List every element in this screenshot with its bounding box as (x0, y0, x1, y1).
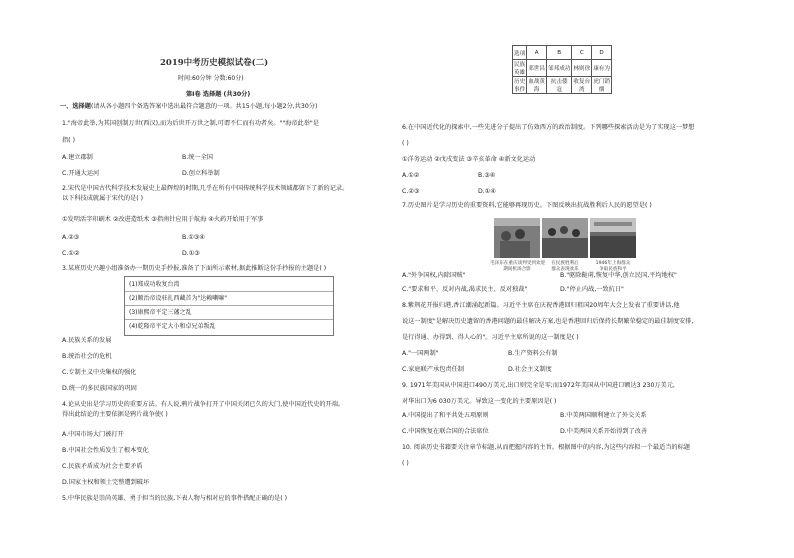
table-cell (513, 77, 527, 94)
q7-option-a[interactable]: A."外争国权,内除国贼" (402, 272, 466, 279)
question-10-stem: 10. 阅读历史书籍要关注章节标题,从而把握内容的主旨。根据图中的内容,为这些内容拟一个最适当的标题 (402, 444, 690, 451)
question-10-stem-cont: ( ) (402, 460, 409, 467)
table-cell: 康有为 (592, 60, 612, 77)
q1-option-d[interactable]: D.创立科举制 (182, 170, 220, 177)
q4-option-a[interactable]: A.中国市场大门被打开 (62, 431, 124, 438)
q6-items: ①洋务运动 ②戊戌变法 ③辛亥革命 ④新文化运动 (402, 156, 536, 163)
table-cell: C (572, 46, 592, 60)
part-instruction: (请从各小题四个备选答案中选出最符合题意的一项。共15小题,每小题2分,共30分) (90, 103, 318, 110)
question-2-stem-cont: 以下科技成就属于宋代的是( ) (62, 195, 144, 202)
q3-material-3: (3)康熙帝平定三藩之乱 (129, 309, 192, 316)
table-row (513, 46, 612, 60)
question-6-stem: 6.在中国近代化的探索中,一些先进分子提出了仿效西方的政治制度。下列哪些探索活动是为了实现这一梦想 (402, 124, 695, 131)
q1-option-b[interactable]: B.统一全国 (182, 154, 213, 161)
cell-line: 虎门销 (593, 79, 610, 85)
table-row (513, 77, 612, 94)
question-8-stem-end: 是行得通、办得到、得人心的"。习近平主席所说的这一制度是( ) (402, 334, 579, 341)
q6-option-b[interactable]: B.③④ (478, 172, 496, 179)
q7-option-d[interactable]: D."停止内战,一致抗日" (560, 286, 624, 293)
table-cell: 邓世昌 (527, 60, 547, 77)
question-1 (62, 120, 319, 145)
q1-option-a[interactable]: A.建立郡制 (62, 154, 93, 161)
question-5-stem: 5.中华民族是崇尚英雄、勇于担当的民族,下表人物与相对应的事件搭配正确的是( ) (62, 495, 288, 502)
q5-options-table (512, 45, 612, 94)
table-cell (527, 77, 547, 94)
q6-option-c[interactable]: C.②③ (402, 188, 420, 195)
table-cell: D (592, 46, 612, 60)
history-photo-2 (542, 218, 588, 258)
q4-option-b[interactable]: B.中国社会性质发生了根本变化 (62, 447, 149, 454)
question-9-stem-cont: 对华出口为6 030万美元。导致这一变化的主要原因是( ) (402, 398, 557, 405)
q4-option-c[interactable]: C.民族矛盾成为社会主要矛盾 (62, 463, 143, 470)
cell-line: 血战黄 (528, 79, 545, 85)
cell-line: 英雄 (514, 70, 526, 76)
cell-line: 抗击倭 (550, 79, 568, 85)
table-cell: A (527, 46, 547, 60)
question-4-stem: 4.论从史出是学习历史的重要方法。有人说,鸦片战争打开了中国关闭已久的大门,使中国近代史的开端。 (62, 401, 345, 408)
caption-line: 争取民族和平 (599, 267, 627, 272)
table-cell (592, 77, 612, 94)
section-heading: 第Ⅰ卷 选择题 (共30分) (186, 91, 251, 98)
q2-option-b[interactable]: B.①③④ (182, 234, 205, 241)
caption-line: 期间机场合影 (503, 267, 531, 272)
cell-line: 民族 (514, 62, 526, 68)
question-10 (402, 444, 690, 468)
exam-meta: 时间:60分钟 分数:60分) (178, 75, 244, 82)
question-8-stem-cont: 说这一制度"是解决历史遗留的香港问题的最佳解决方案,也是香港回归后保持长期繁荣稳定的最佳制度安排, (402, 318, 694, 325)
q2-items: ①发明活字印刷术 ②改进造纸术 ③指南针应用于航海 ④火药开始用于军事 (62, 216, 264, 223)
q9-option-c[interactable]: C.中国恢复在联合国的合法席位 (402, 428, 489, 435)
q8-option-c[interactable]: C.家庭联产承包责任制 (402, 366, 464, 373)
q1-option-c[interactable]: C.开通大运河 (62, 170, 100, 177)
table-cell (572, 77, 592, 94)
q8-option-a[interactable]: A."一国两制" (402, 350, 439, 357)
cell-line: 收复台 (573, 79, 591, 85)
q9-option-b[interactable]: B.中美两国顺利建立了外交关系 (560, 412, 647, 419)
caption-line: 毛泽东在重庆谈判受到欢迎 (490, 261, 546, 266)
q4-option-d[interactable]: D.国家主权和领土完整遭到破坏 (62, 479, 150, 486)
q3-material-2: (2)顺治帝设驻扎西藏首为"达赖喇嘛" (129, 295, 228, 302)
history-photo-3 (590, 218, 636, 258)
q3-option-d[interactable]: D.统一的多民族国家的巩固 (62, 385, 137, 392)
cell-line: 海 (533, 87, 540, 93)
photo-1-caption (490, 260, 544, 272)
q3-box-divider (125, 319, 333, 320)
cell-line: 事件 (514, 87, 526, 93)
question-1-stem: 1."海帝此举,为其国创制万世(西汉),而为后世开万世之制,可谓不仁而有功者矣。""海帝此举"是 (62, 120, 319, 127)
q8-option-b[interactable]: B.生产资料公有制 (508, 350, 558, 357)
cell-line: 烟 (598, 87, 605, 93)
question-4 (62, 401, 344, 419)
cell-line: 寇 (556, 87, 562, 93)
question-4-stem-cont: 得出此结论的主要依据是鸦片战争使( ) (62, 411, 168, 418)
question-9-stem: 9. 1971年美国从中国进口490万美元,出口则完全是零;而1972年美国从中国进口额达3 230万美元, (402, 382, 675, 389)
q3-box-divider (125, 291, 333, 292)
q3-material-1: (1)郑成功收复台湾 (129, 281, 180, 288)
table-cell (513, 60, 527, 77)
q3-material-4: (4)乾隆帝平定大小和卓兄弟叛乱 (129, 323, 216, 330)
q3-box-divider (125, 305, 333, 306)
q7-option-c[interactable]: C."要求和平、反对内战,渴求民主、反对独裁" (402, 286, 528, 293)
question-7-stem: 7.历史图片是学习历史的重要资料,它能够再现历史。下图反映出抗战胜利后人民的愿望是( ) (402, 202, 652, 209)
part-heading (60, 103, 317, 111)
exam-title: 2019中考历史模拟试卷(二) (160, 58, 269, 68)
q2-option-c[interactable]: C.①② (62, 250, 80, 257)
question-3-stem: 3.某班历史兴趣小组准备办一期历史手抄报,准备了下面所示素材,据此推断这份手抄报的主题是( ) (62, 265, 327, 272)
part-heading-label: 一、选择题 (60, 103, 91, 110)
question-2 (62, 185, 348, 203)
table-cell: 邹邦成功 (547, 60, 572, 77)
photo-2-caption (538, 260, 592, 272)
q9-option-d[interactable]: D.中美两国关系开始得到了改善 (560, 428, 648, 435)
cell-line: 历史 (514, 79, 526, 85)
q8-option-d[interactable]: D.社会主义制度 (508, 366, 552, 373)
question-1-stem-cont: 指( ) (62, 137, 75, 144)
table-cell: B (547, 46, 572, 60)
photo-3-caption (586, 260, 640, 272)
q2-option-a[interactable]: A.②③ (62, 234, 80, 241)
table-row (513, 60, 612, 77)
caption-line: 1946年上海群众 (595, 261, 631, 266)
question-8 (402, 302, 693, 342)
q3-option-c[interactable]: C.专制主义中央集权的强化 (62, 369, 137, 376)
q2-option-d[interactable]: D.①③ (182, 250, 200, 257)
caption-line: 群众表现欢乐 (551, 267, 579, 272)
table-cell (547, 77, 572, 94)
history-photo-1 (494, 218, 540, 258)
table-cell: 林则徐 (572, 60, 592, 77)
q3-option-b[interactable]: B.统治社会的危机 (62, 353, 112, 360)
question-8-stem: 8.紫荆花开报归港,香江潮涌起新篇。习近平主席在庆祝香港回归祖国20周年大会上发表了重要讲话,他 (402, 302, 680, 309)
caption-line: 在民族胜利后 (551, 261, 579, 266)
q6-option-d[interactable]: D.①④ (478, 188, 496, 195)
q3-material-box (124, 276, 334, 336)
cell-line: 湾 (578, 87, 585, 93)
q6-option-a[interactable]: A.①② (402, 172, 420, 179)
q3-option-a[interactable]: A.民族关系的发展 (62, 337, 112, 344)
table-cell: 选项 (513, 46, 527, 60)
q9-option-a[interactable]: A.中国提出了和平共处五项原则 (402, 412, 489, 419)
question-6-stem-cont: ( ) (402, 140, 409, 147)
question-2-stem: 2.宋代是中国古代科学技术发展史上最辉煌的时期,几乎在所有中国传统科学技术领域都留下了新的记录。 (62, 185, 349, 192)
q7-option-b[interactable]: B."驱除鞑虏,恢复中华,创立民国,平均地权" (560, 272, 677, 279)
question-9 (402, 382, 675, 406)
